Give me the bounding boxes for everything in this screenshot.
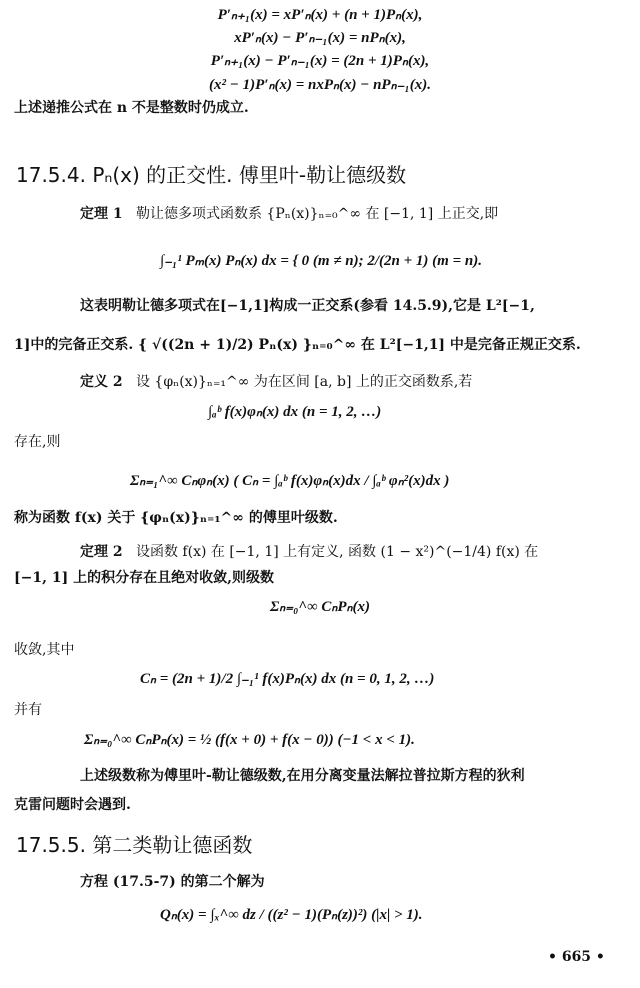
recurrence-formula-1: P′ₙ₊₁(x) = xP′ₙ(x) + (n + 1)Pₙ(x),	[217, 7, 423, 23]
theorem-label: 定理 2	[80, 544, 123, 560]
orthogonality-formula: ∫₋₁¹ Pₘ(x) Pₙ(x) dx = { 0 (m ≠ n); 2/(2n + 1) (m = n).	[160, 253, 482, 269]
page-number: • 665 •	[548, 949, 605, 965]
fourier-series-formula: Σₙ₌₁^∞ Cₙφₙ(x) ( Cₙ = ∫ₐᵇ f(x)φₙ(x)dx / ∫ₐᵇ φₙ²(x)dx )	[130, 473, 450, 489]
legendre-series-formula: Σₙ₌₀^∞ CₙPₙ(x)	[269, 599, 370, 615]
paragraph-line: 克雷问题时会遇到.	[14, 797, 131, 813]
text-line: 称为函数 f(x) 关于 {φₙ(x)}ₙ₌₁^∞ 的傅里叶级数.	[14, 510, 338, 526]
text-line: 方程 (17.5-7) 的第二个解为	[80, 874, 265, 890]
theorem-2	[80, 543, 538, 561]
recurrence-formula-3: P′ₙ₊₁(x) − P′ₙ₋₁(x) = (2n + 1)Pₙ(x),	[210, 53, 430, 69]
theorem-text: 勒让德多项式函数系 {Pₙ(x)}ₙ₌₀^∞ 在 [−1, 1] 上正交,即	[135, 206, 499, 222]
paragraph-line: 上述级数称为傅里叶-勒让德级数,在用分离变量法解拉普拉斯方程的狄利	[80, 768, 525, 784]
definition-text: 设 {φₙ(x)}ₙ₌₁^∞ 为在区间 [a, b] 上的正交函数系,若	[135, 374, 473, 390]
section-number: 17.5.5.	[16, 833, 86, 857]
coefficient-formula: Cₙ = (2n + 1)/2 ∫₋₁¹ f(x)Pₙ(x) dx (n = 0, 1, 2, …)	[140, 671, 435, 687]
recurrence-note: 上述递推公式在 n 不是整数时仍成立.	[14, 100, 249, 116]
theorem-1	[80, 205, 498, 223]
paragraph-line: 这表明勒让德多项式在[−1,1]构成一正交系(参看 14.5.9),它是 L²[−1,	[80, 298, 535, 314]
convergence-formula: Σₙ₌₀^∞ CₙPₙ(x) = ½ (f(x + 0) + f(x − 0)) (−1 < x < 1).	[84, 732, 415, 748]
paragraph-line: 1]中的完备正交系. { √((2n + 1)/2) Pₙ(x) }ₙ₌₀^∞ 在 L²[−1,1] 中是完备正规正交系.	[14, 337, 581, 353]
definition-label: 定义 2	[80, 374, 123, 390]
text-line: 收敛,其中	[14, 642, 75, 658]
definition-2	[80, 373, 472, 391]
text-line: 存在,则	[14, 434, 61, 450]
text-line: 并有	[14, 702, 42, 718]
text-line: [−1, 1] 上的积分存在且绝对收敛,则级数	[14, 570, 274, 586]
recurrence-formula-4: (x² − 1)P′ₙ(x) = nxPₙ(x) − nPₙ₋₁(x).	[209, 77, 431, 93]
section-title: 第二类勒让德函数	[92, 833, 253, 857]
fourier-coefficient-integral: ∫ₐᵇ f(x)φₙ(x) dx (n = 1, 2, …)	[208, 404, 382, 420]
section-title: Pₙ(x) 的正交性. 傅里叶-勒让德级数	[92, 163, 407, 187]
section-heading-17-5-5	[16, 833, 252, 857]
theorem-text: 设函数 f(x) 在 [−1, 1] 上有定义, 函数 (1 − x²)^(−1/4) f(x) 在	[135, 544, 539, 560]
section-heading-17-5-4	[16, 163, 406, 187]
recurrence-formula-2: xP′ₙ(x) − P′ₙ₋₁(x) = nPₙ(x),	[234, 30, 406, 46]
second-kind-legendre-formula: Qₙ(x) = ∫ₓ^∞ dz / ((z² − 1)(Pₙ(z))²) (|x| > 1).	[160, 907, 423, 923]
section-number: 17.5.4.	[16, 163, 86, 187]
theorem-label: 定理 1	[80, 206, 123, 222]
